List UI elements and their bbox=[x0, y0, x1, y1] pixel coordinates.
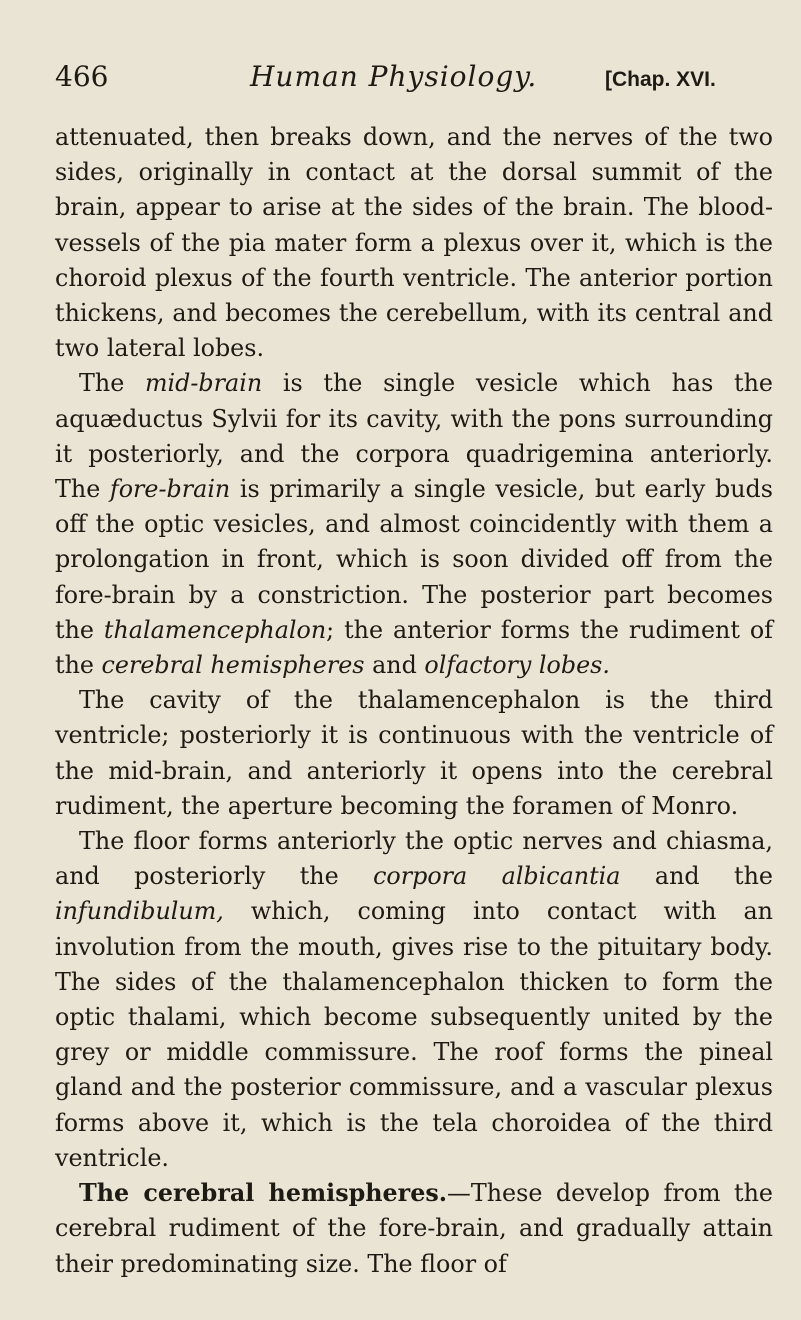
text-run: —These develop from the cerebral rudiment of the fore-brain, and gradually attain their predominating size. The floor of bbox=[55, 1179, 773, 1278]
paragraph-text: The cavity of the thalamencephalon is the third ventricle; posteriorly it is continuous with the ventricle of the mid-brain, and anteriorly it opens into the cerebral rudiment, the aperture becoming the foramen of Monro. bbox=[55, 686, 773, 820]
text-run: The floor forms anteriorly the optic nerves and chiasma, and posteriorly the bbox=[55, 827, 773, 891]
italic-term: mid-brain bbox=[144, 369, 263, 398]
text-run: is the single vesicle which has the aquæductus Sylvii for its cavity, with the pons surrounding it posteriorly, and the corpora quadrigemina anteriorly. The bbox=[55, 369, 773, 504]
section-heading: The cerebral hemispheres. bbox=[79, 1179, 448, 1208]
text-run: which, coming into contact with an involution from the mouth, gives rise to the pituitary body. The sides of the thalamencephalon thicken to form the optic thalami, which become subsequently united by the grey or middle commissure. The roof forms the pineal gland and the posterior commissure, and a vascular plexus forms above it, which is the tela choroidea of the third ventricle. bbox=[55, 897, 773, 1172]
text-run: is primarily a single vesicle, but early buds off the optic vesicles, and almost coincidently with them a prolongation in front, which is soon divided off from the fore-brain by a constriction. The posterior part becomes the bbox=[55, 475, 773, 644]
italic-term: infundibulum, bbox=[55, 897, 224, 926]
italic-term: cerebral hemispheres bbox=[101, 651, 365, 680]
paragraph bbox=[55, 366, 773, 683]
running-title-word1: Human bbox=[250, 60, 359, 93]
paragraph-text: attenuated, then breaks down, and the nerves of the two sides, originally in contact at the dorsal summit of the brain, appear to arise at the sides of the brain. The blood-vessels of the pia mater form a plexus over it, which is the choroid plexus of the fourth ventricle. The anterior portion thickens, and becomes the cerebellum, with its central and two lateral lobes. bbox=[55, 123, 773, 363]
text-run: and the bbox=[620, 862, 773, 891]
running-title-word2: Physiology. bbox=[368, 60, 538, 93]
italic-term: olfactory lobes. bbox=[424, 651, 610, 680]
running-header bbox=[55, 60, 771, 100]
running-title bbox=[250, 60, 605, 93]
italic-term: thalamencephalon bbox=[103, 615, 327, 644]
paragraph bbox=[55, 824, 773, 1176]
text-run: ; the anterior forms the rudiment of the bbox=[55, 615, 773, 680]
paragraph bbox=[55, 683, 773, 824]
page-number: 466 bbox=[55, 60, 109, 93]
paragraph bbox=[55, 1176, 773, 1282]
body-text bbox=[55, 120, 773, 1282]
paragraph bbox=[55, 120, 773, 366]
text-run: The bbox=[79, 369, 145, 398]
chapter-label: [Chap. XVI. bbox=[605, 68, 716, 91]
text-run: and bbox=[364, 651, 425, 680]
italic-term: fore-brain bbox=[109, 475, 231, 504]
italic-term: corpora albicantia bbox=[373, 862, 621, 891]
